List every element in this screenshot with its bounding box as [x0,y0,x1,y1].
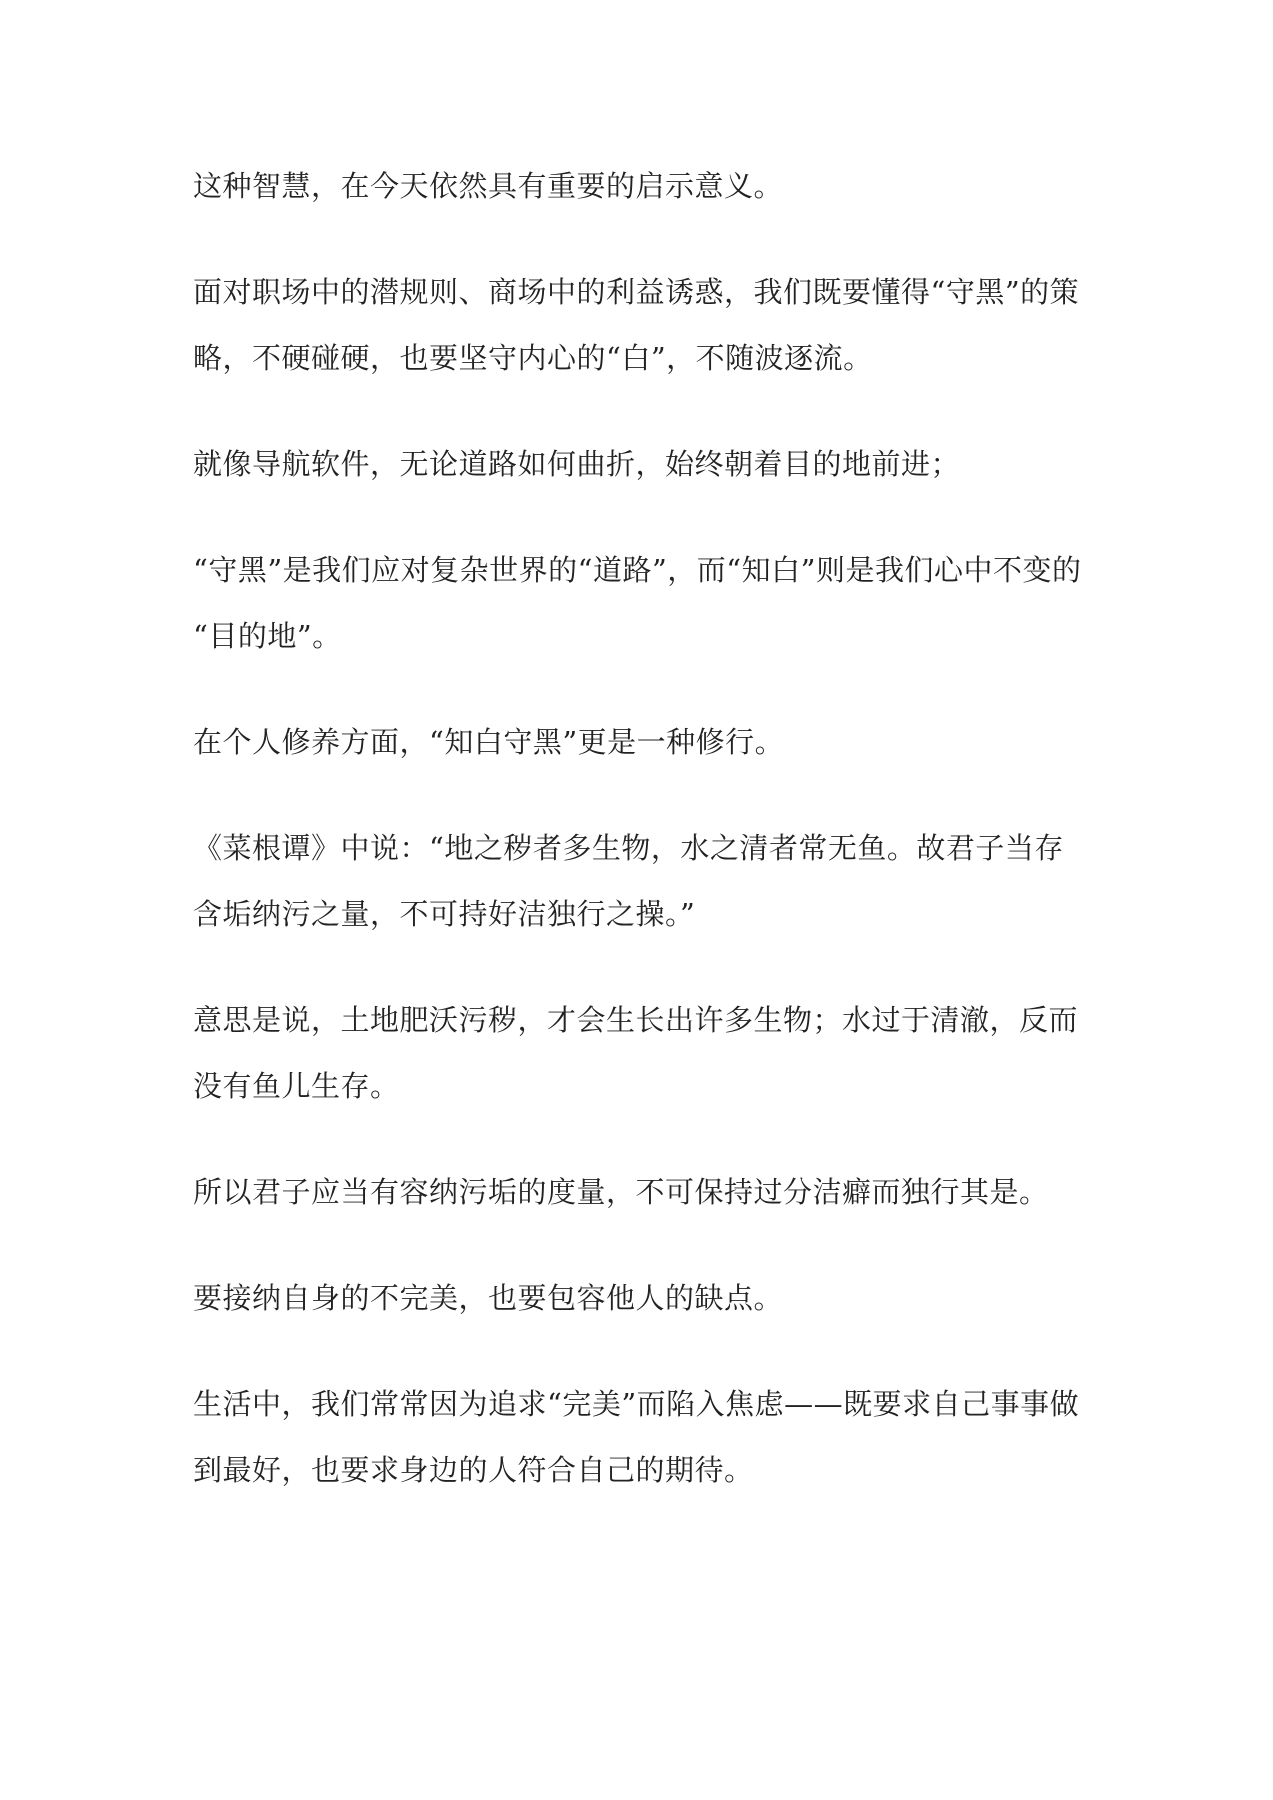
paragraph-2 [193,259,1083,391]
paragraph-3 [193,431,1083,497]
paragraph-line: 在个人修养方面，“知白守黑”更是一种修行。 [193,725,785,759]
paragraph-line: 到最好，也要求身边的人符合自己的期待。 [193,1453,754,1487]
paragraph-line: “目的地”。 [193,619,342,653]
paragraph-line: 含垢纳污之量，不可持好洁独行之操。” [193,897,696,931]
paragraph-line: 要接纳自身的不完美，也要包容他人的缺点。 [193,1281,784,1315]
paragraph-line: “守黑”是我们应对复杂世界的“道路”，而“知白”则是我们心中不变的 [193,553,1082,587]
paragraph-line: 略，不硬碰硬，也要坚守内心的“白”，不随波逐流。 [193,341,873,375]
paragraph-8 [193,1159,1083,1225]
paragraph-line: 意思是说，土地肥沃污秽，才会生长出许多生物；水过于清澈，反而 [193,1003,1079,1037]
paragraph-4 [193,537,1083,669]
paragraph-line: 生活中，我们常常因为追求“完美”而陷入焦虑——既要求自己事事做 [193,1387,1080,1421]
paragraph-10 [193,1371,1083,1503]
paragraph-9 [193,1265,1083,1331]
paragraph-line: 就像导航软件，无论道路如何曲折，始终朝着目的地前进； [193,447,961,481]
paragraph-line: 没有鱼儿生存。 [193,1069,400,1103]
paragraph-5 [193,709,1083,775]
paragraph-line: 所以君子应当有容纳污垢的度量，不可保持过分洁癖而独行其是。 [193,1175,1049,1209]
paragraph-6 [193,815,1083,947]
paragraph-line: 面对职场中的潜规则、商场中的利益诱惑，我们既要懂得“守黑”的策 [193,275,1080,309]
paragraph-1 [193,153,1083,219]
paragraph-line: 《菜根谭》中说：“地之秽者多生物，水之清者常无鱼。故君子当存 [193,831,1064,865]
paragraph-7 [193,987,1083,1119]
paragraph-line: 这种智慧，在今天依然具有重要的启示意义。 [193,169,784,203]
